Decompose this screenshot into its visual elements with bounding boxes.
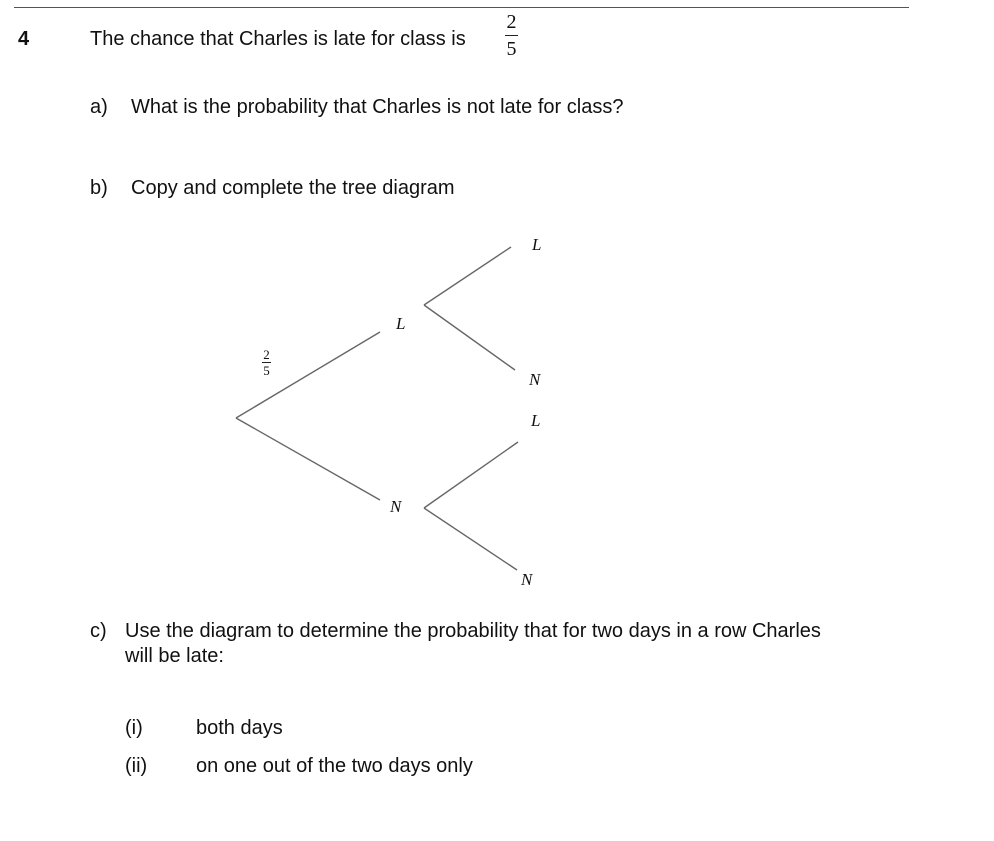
part-b-instruction: Copy and complete the tree diagram bbox=[131, 177, 455, 199]
branch-fraction-numerator: 2 bbox=[263, 347, 270, 362]
subpart-i-label: (i) bbox=[125, 717, 143, 739]
branch-upper-late bbox=[424, 247, 511, 305]
part-a-question: What is the probability that Charles is not late for class? bbox=[131, 96, 624, 118]
branch-fraction-denominator: 5 bbox=[263, 363, 270, 378]
label-upper-not: N bbox=[529, 370, 541, 389]
label-upper-late: L bbox=[532, 235, 542, 254]
branch-fraction bbox=[262, 348, 271, 377]
label-lower-late: L bbox=[531, 411, 541, 430]
question-stem: The chance that Charles is late for class is bbox=[90, 28, 466, 50]
branch-first-not bbox=[236, 418, 380, 500]
question-number: 4 bbox=[18, 28, 30, 50]
part-b-label: b) bbox=[90, 177, 108, 199]
part-a-label: a) bbox=[90, 96, 108, 118]
branch-first-late bbox=[236, 332, 380, 418]
label-lower-not: N bbox=[521, 570, 533, 589]
part-c-line-2: will be late: bbox=[125, 645, 224, 667]
part-c-label: c) bbox=[90, 620, 107, 642]
subpart-ii-label: (ii) bbox=[125, 755, 148, 777]
label-first-late: L bbox=[396, 314, 406, 333]
stem-fraction-numerator: 2 bbox=[506, 11, 517, 33]
part-c-line-1: Use the diagram to determine the probability that for two days in a row Charles bbox=[125, 620, 821, 642]
stem-fraction-denominator: 5 bbox=[506, 38, 517, 60]
branch-upper-not bbox=[424, 305, 515, 370]
label-first-not: N bbox=[390, 497, 402, 516]
subpart-i-text: both days bbox=[196, 717, 283, 739]
branch-lower-late bbox=[424, 442, 518, 508]
branch-lower-not bbox=[424, 508, 517, 570]
subpart-ii-text: on one out of the two days only bbox=[196, 755, 473, 777]
